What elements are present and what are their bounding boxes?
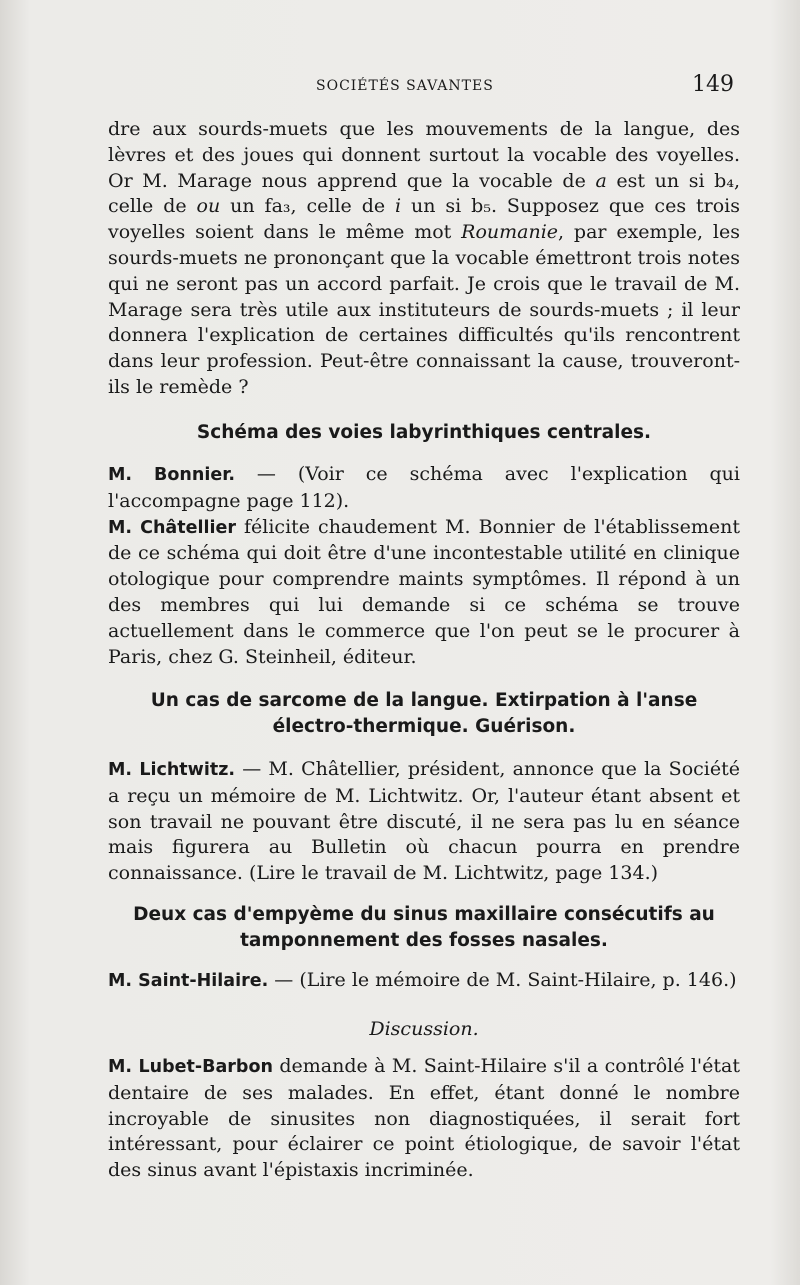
speaker-lichtwitz: M. Lichtwitz.	[108, 760, 236, 780]
running-title: SOCIÉTÉS SAVANTES	[316, 78, 494, 94]
section2-heading-line1: Un cas de sarcome de la langue. Extirpation à l'anse	[150, 690, 698, 711]
p1-vowel-ou: ou	[196, 195, 221, 218]
speaker-bonnier: M. Bonnier.	[108, 465, 235, 485]
section2-body	[108, 757, 740, 887]
discussion-text: demande à M. Saint-Hilaire s'il a contrôlé l'état dentaire de ses malades. En effet, étant donné le nombre incroyable de sinusites non diagnostiquées, il serait fort intéressant, pour éclairer ce point étiologique, de savoir l'état des sinus avant l'épistaxis incriminée.	[108, 1055, 741, 1182]
p1-vowel-i: i	[395, 195, 402, 218]
section1-body	[108, 462, 740, 670]
section3-body	[108, 968, 740, 995]
p1-text-b: est un si b₄, celle de	[108, 169, 740, 218]
p1-vowel-a: a	[595, 169, 607, 192]
discussion-body	[108, 1054, 740, 1184]
section3-text: — (Lire le mémoire de M. Saint-Hilaire, p. 146.)	[268, 969, 737, 991]
section3-heading-line1: Deux cas d'empyème du sinus maxillaire consécutifs au	[133, 904, 715, 925]
section1-text2: félicite chaudement M. Bonnier de l'établissement de ce schéma qui doit être d'une incontestable utilité en clinique otologique pour comprendre maints symptômes. Il répond à un des membres qui lui demande si ce schéma se trouve actuellement dans le commerce que l'on peut se le procurer à Paris, chez G. Steinheil, éditeur.	[108, 515, 740, 668]
p1-text-c: un fa₃, celle de	[220, 195, 396, 218]
speaker-chatellier: M. Châtellier	[108, 517, 236, 538]
p1-text-e: , par exemple, les sourds-muets ne prononçant que la vocable émettront trois notes qui ne seront pas un accord parfait. Je crois que le travail de M. Marage sera très utile aux instituteurs de sourds-muets ; il leur donnera l'explication de certaines difficultés qu'ils rencontrent dans leur profession. Peut-être connaissant la cause, trouveront-ils le remède ?	[108, 221, 740, 398]
section1-heading: Schéma des voies labyrinthiques centrales.	[196, 422, 652, 443]
p1-text-d: un si b₅. Supposez que ces trois voyelles soient dans le même mot	[108, 195, 740, 244]
section2-text: — M. Châtellier, président, annonce que la Société a reçu un mémoire de M. Lichtwitz. Or, l'auteur étant absent et son travail ne pouvant être discuté, il ne sera pas lu en séance mais figurera au Bulletin où chacun pourra en prendre connaissance. (Lire le travail de M. Lichtwitz, page 134.)	[108, 758, 740, 885]
speaker-saint-hilaire: M. Saint-Hilaire.	[108, 971, 269, 991]
section2-heading	[108, 688, 740, 740]
running-head	[110, 74, 742, 100]
p1-text-a: dre aux sourds-muets que les mouvements de la langue, des lèvres et des joues qui donnent surtout la vocable des voyelles. Or M. Marage nous apprend que la vocable de	[108, 118, 740, 192]
section3-heading-line2: tamponnement des fosses nasales.	[240, 930, 608, 951]
speaker-lubet-barbon: M. Lubet-Barbon	[108, 1057, 273, 1077]
section3-heading	[108, 902, 740, 954]
p1-word-roumanie: Roumanie	[461, 221, 559, 244]
section1-text1: — (Voir ce schéma avec l'explication qui l'accompagne page 112).	[108, 463, 740, 512]
discussion-label: Discussion.	[369, 1018, 479, 1040]
opening-paragraph	[108, 117, 740, 401]
page-number: 149	[692, 72, 734, 97]
section2-heading-line2: électro-thermique. Guérison.	[272, 716, 576, 737]
